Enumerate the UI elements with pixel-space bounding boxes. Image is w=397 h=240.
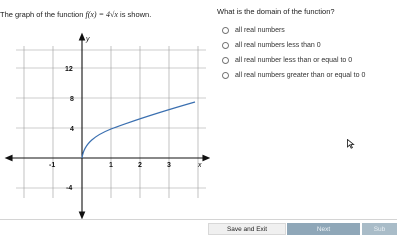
y-axis-arrow-down bbox=[80, 212, 85, 218]
choice-less-or-equal-0[interactable] bbox=[222, 57, 352, 64]
y-axis-arrow-up bbox=[80, 34, 85, 40]
choice-label: all real numbers bbox=[235, 27, 285, 34]
next-button[interactable]: Next bbox=[287, 223, 360, 235]
y-tick-label: 4 bbox=[70, 126, 74, 133]
question-prefix: The graph of the function bbox=[0, 10, 86, 19]
y-tick-label: -4 bbox=[66, 185, 73, 192]
choice-all-real-numbers[interactable] bbox=[222, 27, 285, 34]
x-axis-arrow-left bbox=[6, 156, 12, 161]
question-prompt bbox=[0, 10, 151, 19]
submit-button[interactable]: Sub bbox=[362, 223, 397, 235]
choice-label: all real numbers less than 0 bbox=[235, 42, 321, 49]
radio-button[interactable] bbox=[222, 42, 229, 49]
choice-less-than-0[interactable] bbox=[222, 42, 321, 49]
grid-lines bbox=[16, 46, 206, 198]
mouse-pointer-icon bbox=[347, 139, 355, 149]
x-tick-label: 2 bbox=[138, 162, 142, 169]
x-tick-label: -1 bbox=[49, 162, 56, 169]
axes bbox=[6, 34, 209, 218]
question-suffix: is shown. bbox=[117, 10, 152, 19]
radio-button[interactable] bbox=[222, 72, 229, 79]
choice-label: all real number less than or equal to 0 bbox=[235, 57, 353, 64]
y-axis-label: y bbox=[86, 36, 90, 43]
y-tick-label: 8 bbox=[70, 96, 74, 103]
save-and-exit-button[interactable]: Save and Exit bbox=[208, 223, 286, 235]
y-tick-label: 12 bbox=[65, 66, 73, 73]
choice-greater-or-equal-0[interactable] bbox=[222, 72, 365, 79]
choice-label: all real numbers greater than or equal to 0 bbox=[235, 72, 366, 79]
function-curve bbox=[82, 102, 195, 158]
x-tick-label: 3 bbox=[167, 162, 171, 169]
question-domain: What is the domain of the function? bbox=[217, 7, 335, 16]
function-graph bbox=[0, 28, 210, 220]
radio-button[interactable] bbox=[222, 57, 229, 64]
radio-button[interactable] bbox=[222, 27, 229, 34]
x-tick-label: 1 bbox=[109, 162, 113, 169]
x-axis-arrow-right bbox=[203, 156, 209, 161]
function-expression: f(x) = 4√x bbox=[85, 10, 118, 19]
x-axis-label: x bbox=[198, 162, 202, 169]
